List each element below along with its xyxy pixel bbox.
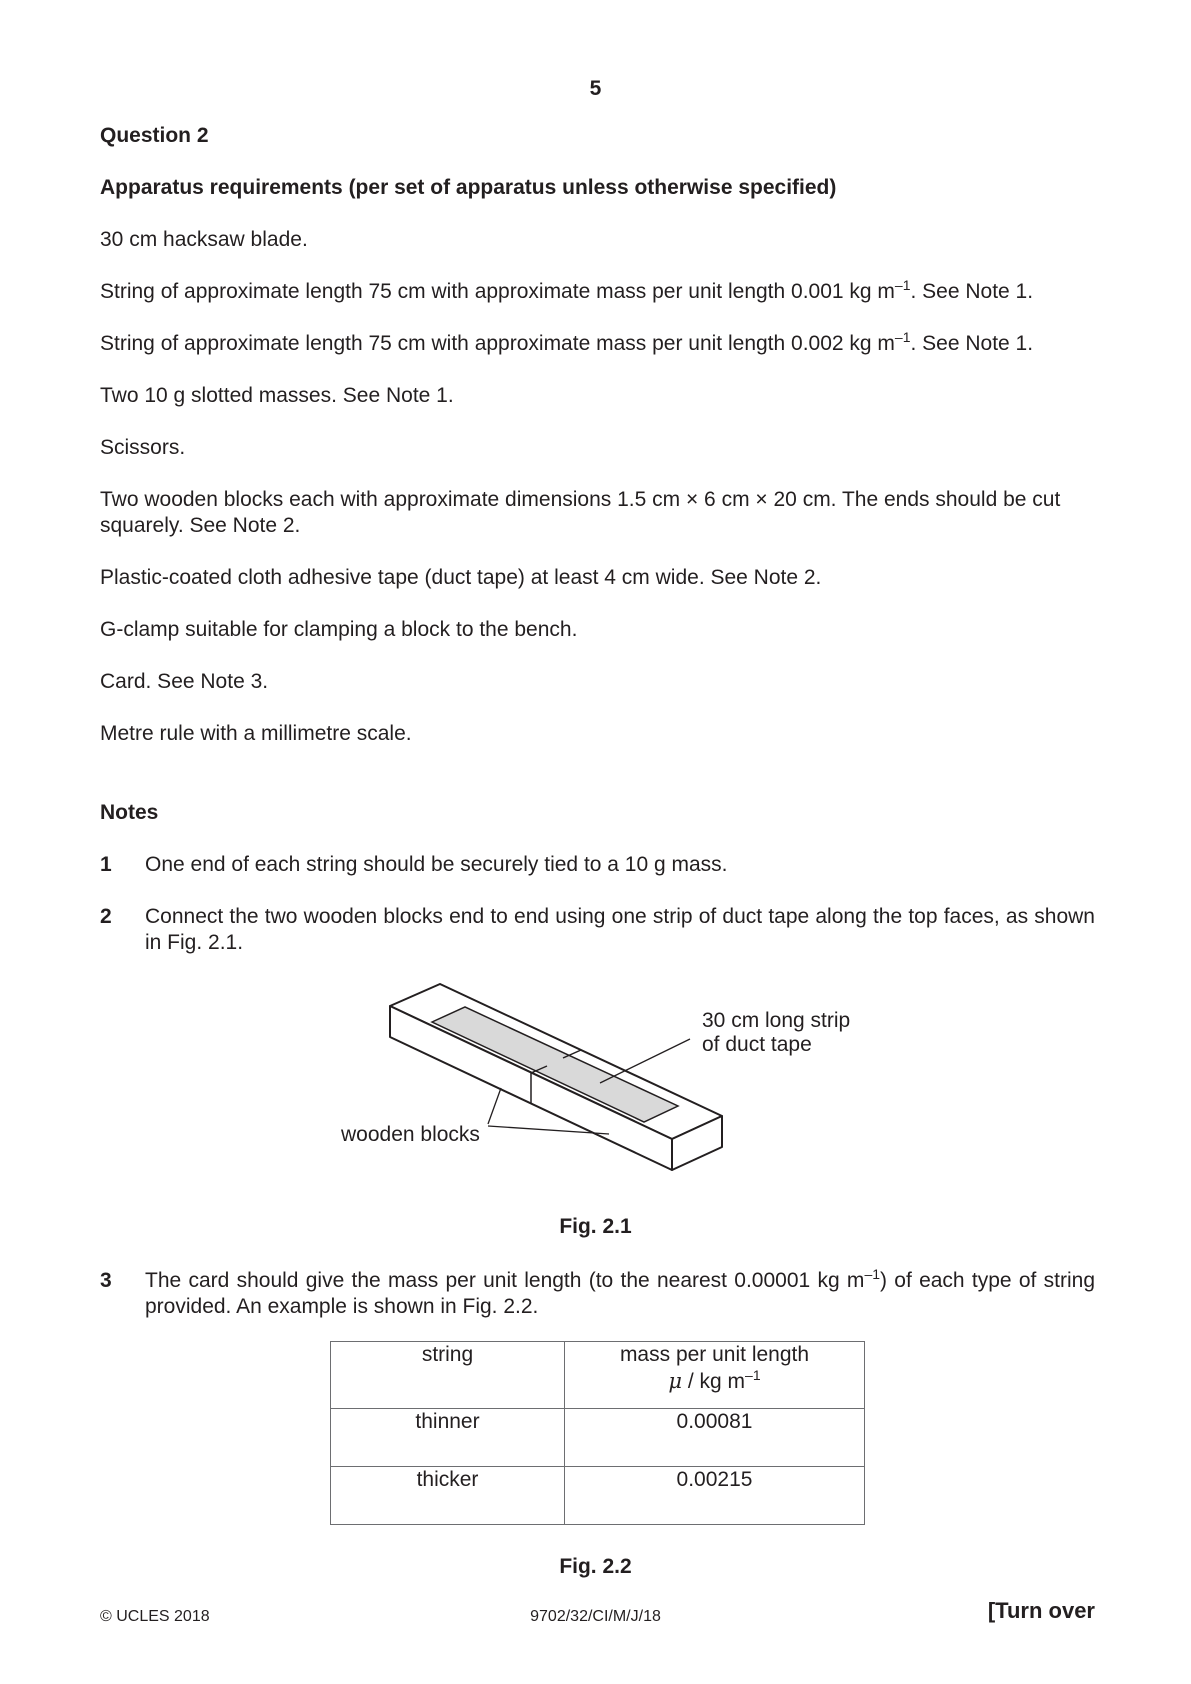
tape-leader-line bbox=[600, 1039, 690, 1083]
table-row bbox=[331, 1467, 865, 1525]
figure-caption: Fig. 2.2 bbox=[559, 1555, 632, 1578]
tape-label-line1: 30 cm long strip bbox=[702, 1009, 851, 1032]
turn-over: [Turn over bbox=[987, 1598, 1095, 1623]
table-cell: thicker bbox=[331, 1467, 565, 1525]
copyright: © UCLES 2018 bbox=[100, 1608, 210, 1625]
figure-caption: Fig. 2.1 bbox=[559, 1215, 632, 1238]
note-number: 1 bbox=[100, 853, 112, 876]
note-text: One end of each string should be securely tied to a 10 g mass. bbox=[145, 853, 728, 876]
column-header: mass per unit length μ / kg $m^{-1}$ bbox=[565, 1342, 865, 1409]
apparatus-item: String of approximate length 75 cm with approximate mass per unit length 0.002 kg $m^{-1}$. See Note 1. bbox=[100, 329, 1034, 355]
note-number: 2 bbox=[100, 905, 112, 928]
table-row bbox=[331, 1409, 865, 1467]
apparatus-item: Card. See Note 3. bbox=[100, 670, 269, 693]
apparatus-item: String of approximate length 75 cm with approximate mass per unit length 0.001 kg $m^{-1}$. See Note 1. bbox=[100, 277, 1034, 303]
apparatus-item: Two 10 g slotted masses. See Note 1. bbox=[100, 384, 454, 407]
apparatus-item: G-clamp suitable for clamping a block to the bench. bbox=[100, 618, 578, 641]
mass-per-length-table bbox=[330, 1341, 865, 1525]
apparatus-heading: Apparatus requirements (per set of apparatus unless otherwise specified) bbox=[100, 176, 837, 199]
blocks-label: wooden blocks bbox=[341, 1123, 480, 1146]
apparatus-item: Scissors. bbox=[100, 436, 186, 459]
table-cell: 0.00215 bbox=[565, 1467, 865, 1525]
table-cell: thinner bbox=[331, 1409, 565, 1467]
apparatus-item: Plastic-coated cloth adhesive tape (duct tape) at least 4 cm wide. See Note 2. bbox=[100, 566, 822, 589]
table-cell: 0.00081 bbox=[565, 1409, 865, 1467]
note-number: 3 bbox=[100, 1269, 112, 1292]
apparatus-item: Metre rule with a millimetre scale. bbox=[100, 722, 412, 745]
notes-heading: Notes bbox=[100, 801, 159, 824]
note-text: The card should give the mass per unit length (to the nearest 0.00001 kg $m^{-1}$) of each type of string provided. An example is shown in Fig. 2.2. bbox=[145, 1266, 1095, 1318]
blocks-leader-line bbox=[488, 1088, 501, 1124]
apparatus-item: 30 cm hacksaw blade. bbox=[100, 228, 308, 251]
question-heading: Question 2 bbox=[100, 124, 209, 147]
table-header-row bbox=[331, 1342, 865, 1409]
column-header: string bbox=[331, 1342, 565, 1409]
paper-code: 9702/32/CI/M/J/18 bbox=[530, 1608, 661, 1625]
apparatus-item: Two wooden blocks each with approximate dimensions 1.5 cm × 6 cm × 20 cm. The ends should be cut squarely. See Note 2. bbox=[100, 488, 1061, 537]
tape-label-line2: of duct tape bbox=[702, 1033, 812, 1056]
note-text: Connect the two wooden blocks end to end using one strip of duct tape along the top faces, as shown in Fig. 2.1. bbox=[145, 905, 1095, 954]
page-number: 5 bbox=[589, 77, 602, 100]
